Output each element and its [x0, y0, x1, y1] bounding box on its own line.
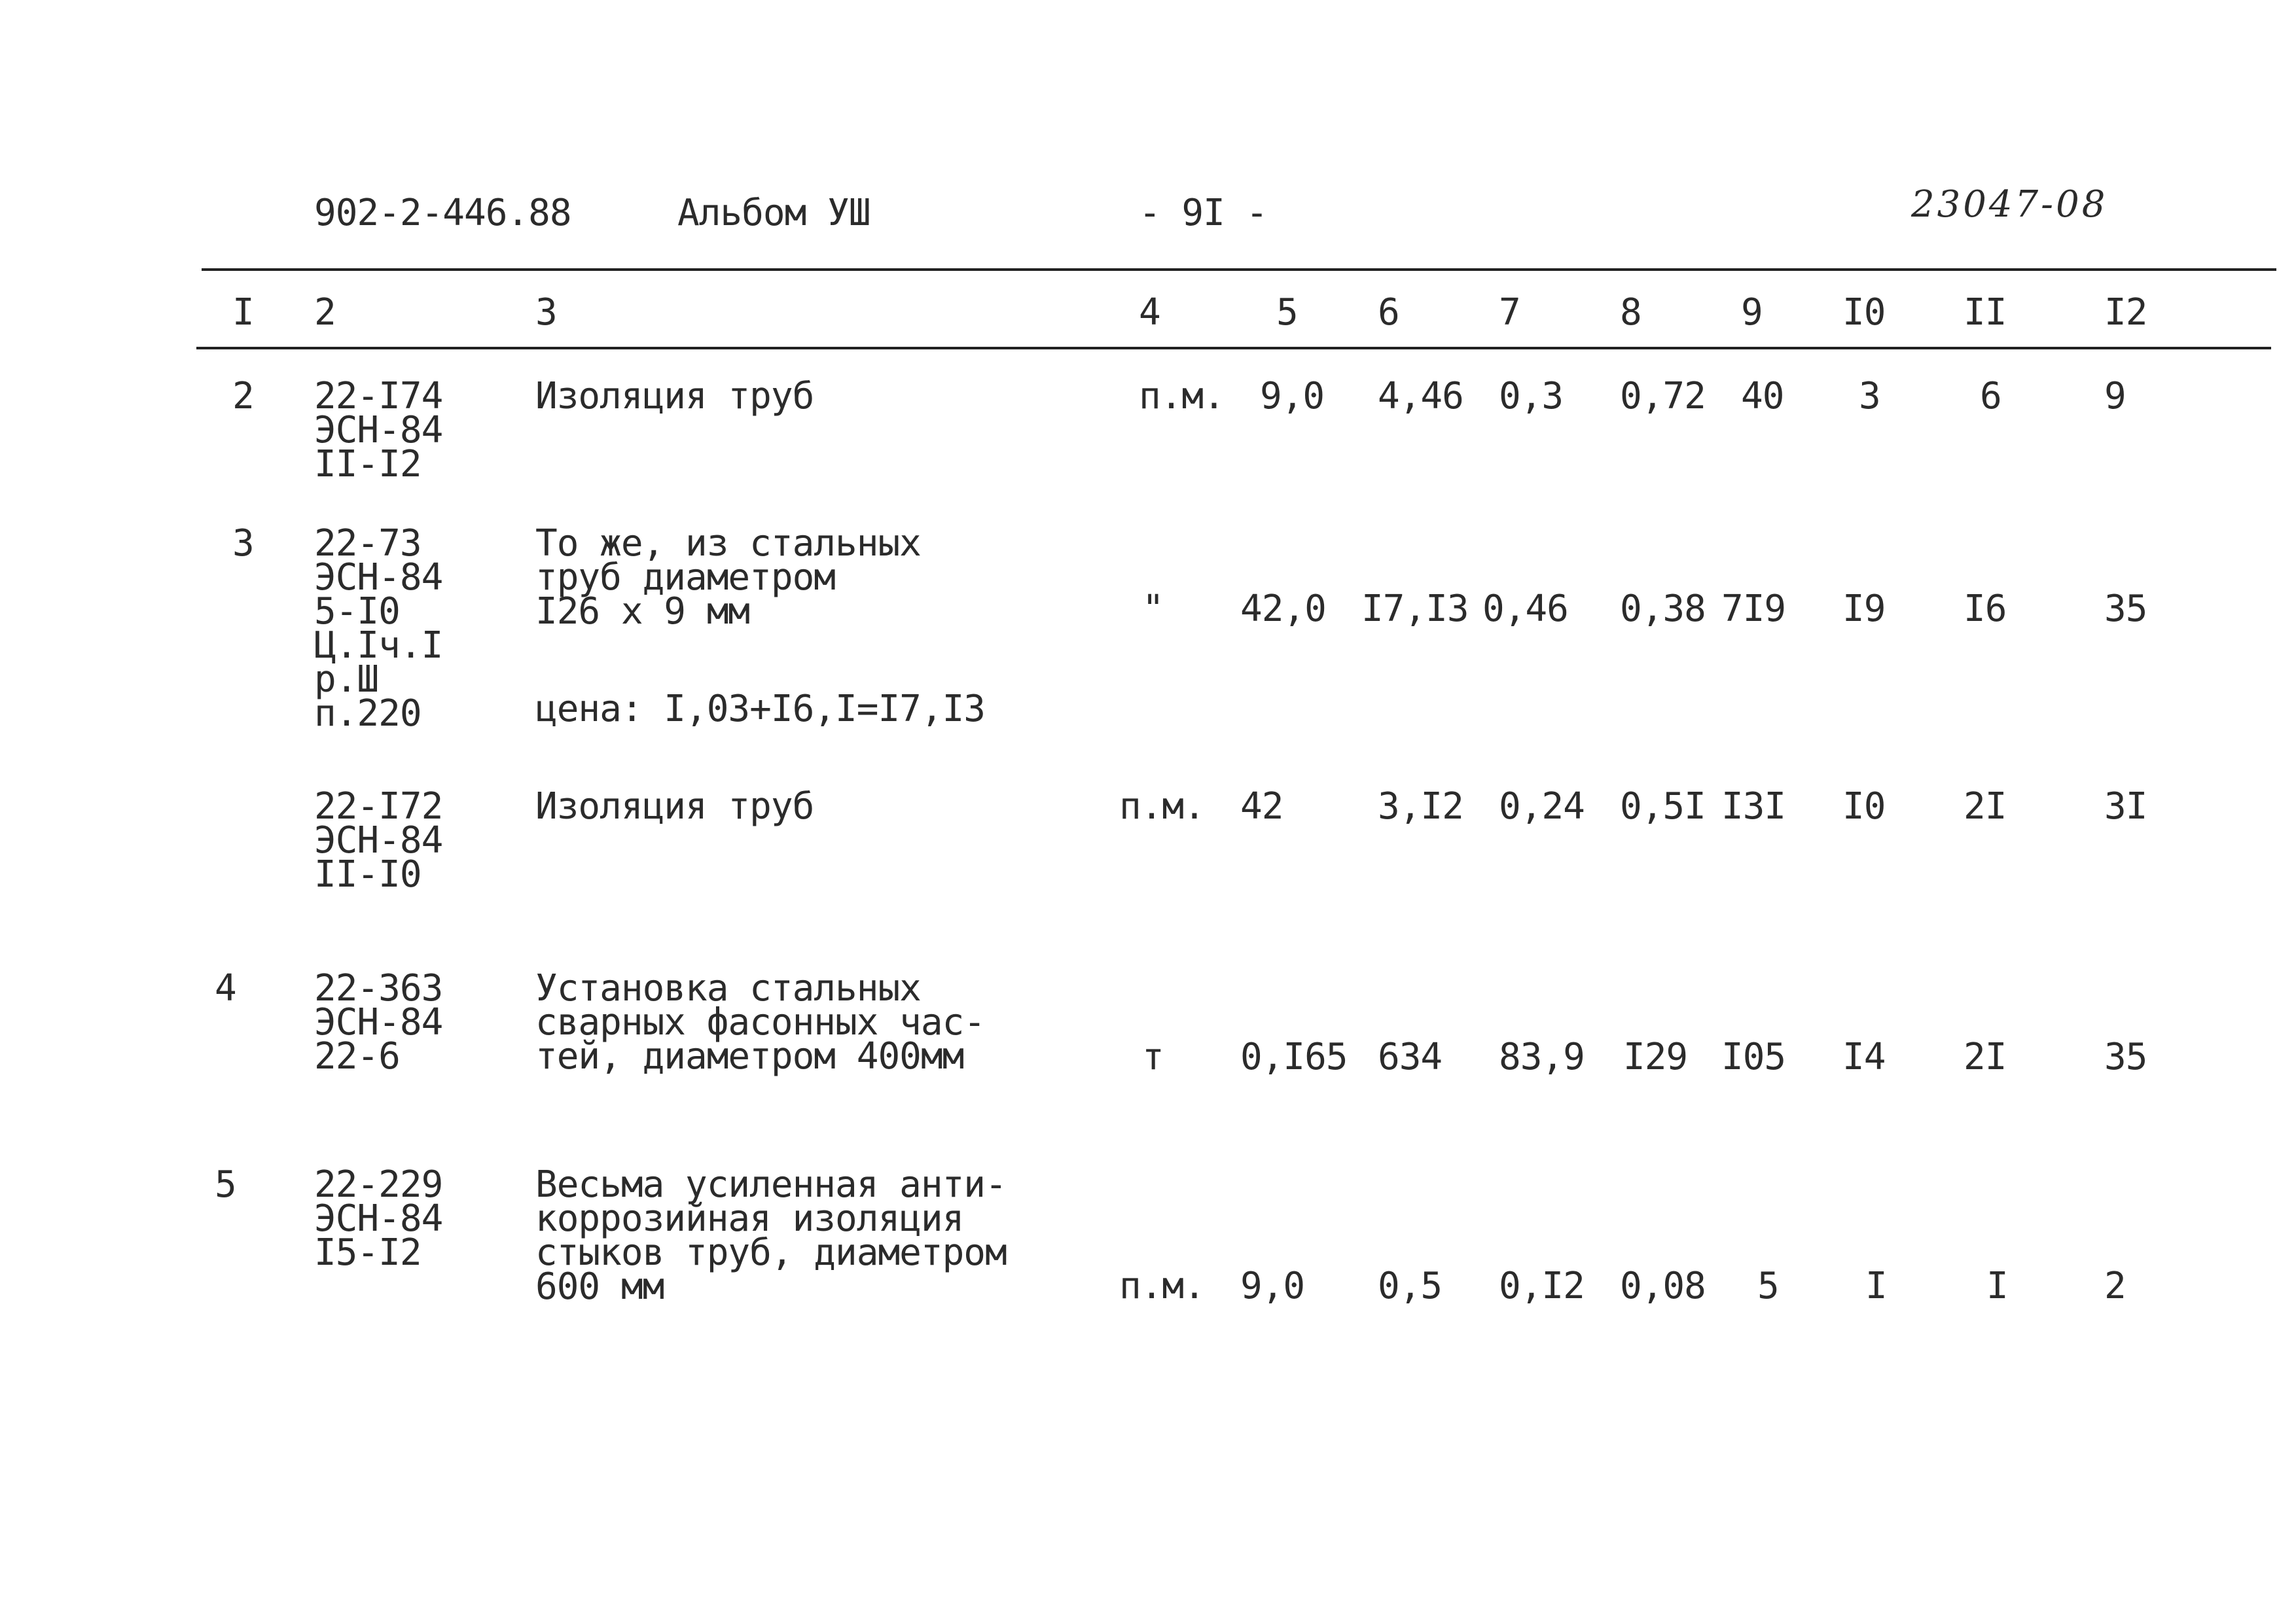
- row-number: 2: [232, 375, 254, 417]
- description-line: То же, из стальных: [535, 522, 921, 565]
- code-line: 22-I74: [314, 375, 443, 417]
- row-code: [314, 1163, 443, 1274]
- row-unit: ": [1142, 588, 1164, 630]
- row-unit: п.м.: [1119, 1265, 1205, 1307]
- row-code: [314, 785, 443, 896]
- row-number: 4: [215, 967, 236, 1010]
- page-number: - 9I -: [1139, 192, 1268, 234]
- row-code: [314, 967, 443, 1078]
- description-line: Установка стальных: [535, 967, 921, 1010]
- album-label: Альбом УШ: [677, 192, 870, 234]
- row-value-col8: 0,08: [1620, 1265, 1706, 1307]
- code-line: Ц.Iч.I: [314, 624, 443, 667]
- column-header-4: 4: [1139, 291, 1160, 334]
- row-value-col8: 0,72: [1620, 375, 1706, 417]
- code-line: п.220: [314, 692, 422, 735]
- row-value-col10: 3: [1859, 375, 1880, 417]
- row-value-col12: 2: [2104, 1265, 2126, 1307]
- row-value-col9: 5: [1757, 1265, 1779, 1307]
- row-value-col5: 9,0: [1240, 1265, 1305, 1307]
- row-description: [535, 967, 986, 1078]
- column-header-2: 2: [314, 291, 336, 334]
- row-value-col6: 4,46: [1378, 375, 1463, 417]
- description-line: Весьма усиленная анти-: [535, 1163, 1007, 1206]
- column-header-6: 6: [1378, 291, 1399, 334]
- row-value-col10: I4: [1842, 1036, 1886, 1078]
- code-line: р.Ш: [314, 658, 379, 701]
- row-value-col11: I: [1986, 1265, 2008, 1307]
- row-value-col12: 35: [2104, 1036, 2147, 1078]
- column-header-10: I0: [1842, 291, 1886, 334]
- row-value-col10: I: [1865, 1265, 1887, 1307]
- row-value-col6: 3,I2: [1378, 785, 1463, 828]
- column-header-5: 5: [1276, 291, 1298, 334]
- row-unit: п.м.: [1139, 375, 1225, 417]
- row-value-col10: I0: [1842, 785, 1886, 828]
- code-line: II-I2: [314, 443, 422, 485]
- code-line: 22-229: [314, 1163, 443, 1206]
- description-line: труб диаметром: [535, 556, 836, 599]
- row-code: [314, 375, 443, 485]
- row-value-col5: 0,I65: [1240, 1036, 1348, 1078]
- description-line: 600 мм: [535, 1265, 664, 1308]
- row-description: Изоляция труб: [535, 785, 814, 828]
- row-value-col11: I6: [1964, 588, 2007, 630]
- column-header-12: I2: [2104, 291, 2147, 334]
- row-value-col7: 0,3: [1499, 375, 1564, 417]
- row-value-col9: 7I9: [1721, 588, 1786, 630]
- code-line: ЭСН-84: [314, 819, 443, 862]
- row-value-col6: 0,5: [1378, 1265, 1443, 1307]
- column-header-7: 7: [1499, 291, 1520, 334]
- row-value-col7: 0,I2: [1499, 1265, 1585, 1307]
- row-value-col6: 634: [1378, 1036, 1443, 1078]
- row-value-col7: 0,24: [1499, 785, 1585, 828]
- row-value-col7: 83,9: [1499, 1036, 1585, 1078]
- row-value-col10: I9: [1842, 588, 1886, 630]
- row-value-col9: I3I: [1721, 785, 1786, 828]
- code-line: ЭСН-84: [314, 556, 443, 599]
- code-line: 22-73: [314, 522, 422, 565]
- code-line: 22-I72: [314, 785, 443, 828]
- column-header-9: 9: [1741, 291, 1763, 334]
- handwritten-registration-number: 23047-08: [1911, 183, 2108, 226]
- code-line: ЭСН-84: [314, 409, 443, 451]
- row-number: 5: [215, 1163, 236, 1206]
- row-code: [314, 522, 443, 735]
- code-line: 22-363: [314, 967, 443, 1010]
- row-value-col12: 9: [2104, 375, 2126, 417]
- row-value-col9: 40: [1741, 375, 1784, 417]
- row-value-col8: 0,38: [1620, 588, 1706, 630]
- column-header-11: II: [1964, 291, 2007, 334]
- row-description: [535, 1163, 1007, 1308]
- row-value-col11: 2I: [1964, 785, 2007, 828]
- row-value-col5: 42,0: [1240, 588, 1326, 630]
- row-value-col7: 0,46: [1482, 588, 1568, 630]
- code-line: 22-6: [314, 1035, 400, 1078]
- row-number: 3: [232, 522, 254, 565]
- description-line: стыков труб, диаметром: [535, 1231, 1007, 1274]
- row-value-col12: 35: [2104, 588, 2147, 630]
- column-header-3: 3: [535, 291, 557, 334]
- code-line: ЭСН-84: [314, 1197, 443, 1240]
- row-value-col11: 2I: [1964, 1036, 2007, 1078]
- row-description: Изоляция труб: [535, 375, 814, 417]
- row-value-col5: 42: [1240, 785, 1283, 828]
- document-code: 902-2-446.88: [314, 192, 571, 234]
- row-unit: п.м.: [1119, 785, 1205, 828]
- column-header-1: I: [232, 291, 254, 334]
- code-line: 5-I0: [314, 590, 400, 633]
- row-value-col12: 3I: [2104, 785, 2147, 828]
- row-value-col8: I29: [1623, 1036, 1688, 1078]
- row-value-col8: 0,5I: [1620, 785, 1706, 828]
- table-header-rule: [196, 347, 2271, 349]
- description-line: сварных фасонных час-: [535, 1001, 986, 1044]
- row-value-col6: I7,I3: [1361, 588, 1469, 630]
- description-line: тей, диаметром 400мм: [535, 1035, 964, 1078]
- code-line: ЭСН-84: [314, 1001, 443, 1044]
- code-line: I5-I2: [314, 1231, 422, 1274]
- row-value-col9: I05: [1721, 1036, 1786, 1078]
- row-unit: т: [1142, 1036, 1164, 1078]
- row-value-col5: 9,0: [1260, 375, 1325, 417]
- description-line: коррозийная изоляция: [535, 1197, 964, 1240]
- row-value-col11: 6: [1980, 375, 2001, 417]
- description-line: I26 х 9 мм: [535, 590, 750, 633]
- code-line: II-I0: [314, 853, 422, 896]
- row-price-note: цена: I,03+I6,I=I7,I3: [535, 688, 986, 730]
- table-top-rule: [202, 268, 2276, 271]
- row-description: [535, 522, 921, 633]
- column-header-8: 8: [1620, 291, 1641, 334]
